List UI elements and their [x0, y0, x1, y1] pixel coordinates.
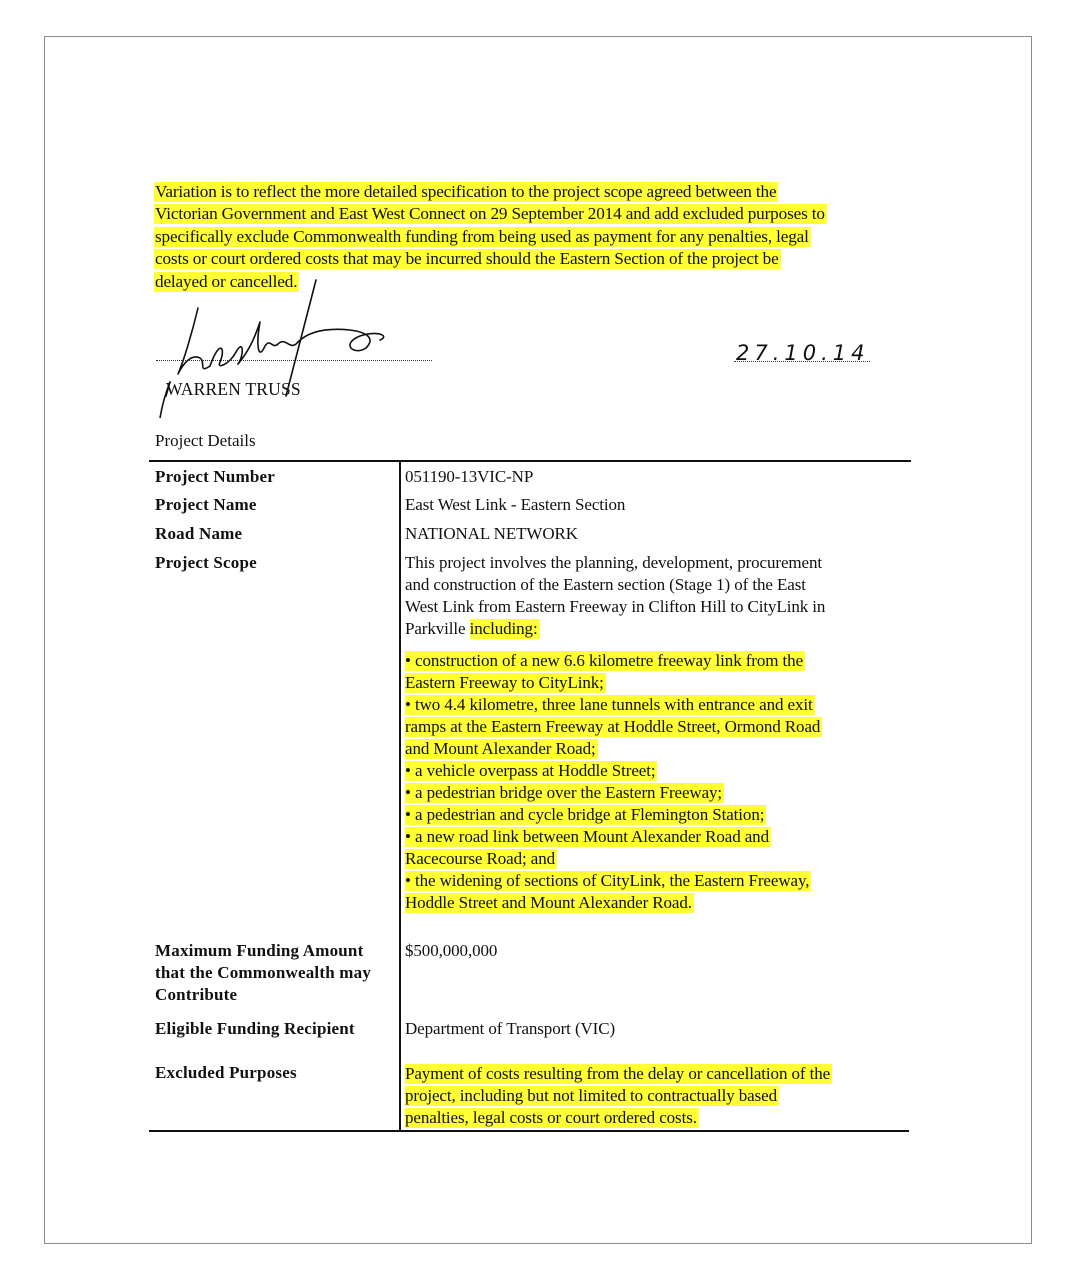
value-eligible-recipient: Department of Transport (VIC)	[405, 1019, 616, 1038]
scope-intro-line: West Link from Eastern Freeway in Clifton Hill to CityLink in	[405, 597, 826, 616]
svg-text:27.10.14: 27.10.14	[736, 341, 870, 365]
variation-line: Victorian Government and East West Connect on 29 September 2014 and add excluded purposes to	[155, 204, 825, 224]
max-funding-label-line: that the Commonwealth may	[155, 963, 372, 982]
scope-bullet-line: • a vehicle overpass at Hoddle Street;	[405, 761, 656, 780]
label-project-number: Project Number	[155, 467, 276, 486]
label-project-scope: Project Scope	[155, 553, 257, 572]
value-road-name: NATIONAL NETWORK	[405, 524, 578, 543]
label-project-name: Project Name	[155, 495, 257, 514]
scope-bullet-line: Hoddle Street and Mount Alexander Road.	[405, 893, 692, 912]
variation-paragraph	[154, 181, 954, 293]
scope-intro-line: This project involves the planning, development, procurement	[405, 553, 823, 572]
scope-intro-line: and construction of the Eastern section (Stage 1) of the East	[405, 575, 806, 594]
scope-bullet-line: • construction of a new 6.6 kilometre freeway link from the	[405, 651, 804, 670]
excluded-purposes-line: Payment of costs resulting from the delay or cancellation of the	[405, 1064, 831, 1083]
variation-line: delayed or cancelled.	[155, 271, 298, 291]
max-funding-label-line: Maximum Funding Amount	[155, 941, 364, 960]
signer-name: WARREN TRUSS	[166, 379, 301, 399]
value-project-scope-bullets	[405, 650, 822, 914]
value-excluded-purposes	[405, 1063, 832, 1129]
scope-intro-line: Parkville	[405, 619, 470, 638]
handwritten-date	[730, 336, 880, 370]
scope-bullet-line: Eastern Freeway to CityLink;	[405, 673, 604, 692]
table-column-divider	[399, 461, 401, 1132]
variation-line: specifically exclude Commonwealth funding from being used as payment for any penalties, legal	[155, 226, 809, 246]
scope-bullet-line: ramps at the Eastern Freeway at Hoddle Street, Ormond Road	[405, 717, 821, 736]
scope-bullet-line: and Mount Alexander Road;	[405, 739, 596, 758]
scope-bullet-line: • two 4.4 kilometre, three lane tunnels with entrance and exit	[405, 695, 813, 714]
value-max-funding: $500,000,000	[405, 941, 498, 960]
table-top-rule	[149, 460, 911, 462]
value-project-name: East West Link - Eastern Section	[405, 495, 626, 514]
label-eligible-recipient: Eligible Funding Recipient	[155, 1019, 355, 1038]
project-details-heading: Project Details	[155, 431, 256, 450]
max-funding-label-line: Contribute	[155, 985, 238, 1004]
scope-including-highlight: including:	[469, 619, 538, 638]
scope-bullet-line: Racecourse Road; and	[405, 849, 555, 868]
scope-bullet-line: • the widening of sections of CityLink, the Eastern Freeway,	[405, 871, 810, 890]
value-project-number: 051190-13VIC-NP	[405, 467, 534, 486]
scope-bullet-line: • a pedestrian bridge over the Eastern Freeway;	[405, 783, 723, 802]
label-excluded-purposes: Excluded Purposes	[155, 1063, 297, 1082]
label-max-funding	[155, 940, 371, 1006]
variation-line: costs or court ordered costs that may be incurred should the Eastern Section of the project be	[155, 249, 779, 269]
label-road-name: Road Name	[155, 524, 243, 543]
excluded-purposes-line: penalties, legal costs or court ordered costs.	[405, 1108, 697, 1127]
scope-bullet-line: • a new road link between Mount Alexander Road and	[405, 827, 769, 846]
table-bottom-rule	[149, 1130, 909, 1132]
value-project-scope-intro	[405, 552, 825, 640]
excluded-purposes-line: project, including but not limited to contractually based	[405, 1086, 777, 1105]
variation-line: Variation is to reflect the more detailed specification to the project scope agreed between the	[155, 182, 777, 201]
scope-bullet-line: • a pedestrian and cycle bridge at Flemington Station;	[405, 805, 765, 824]
